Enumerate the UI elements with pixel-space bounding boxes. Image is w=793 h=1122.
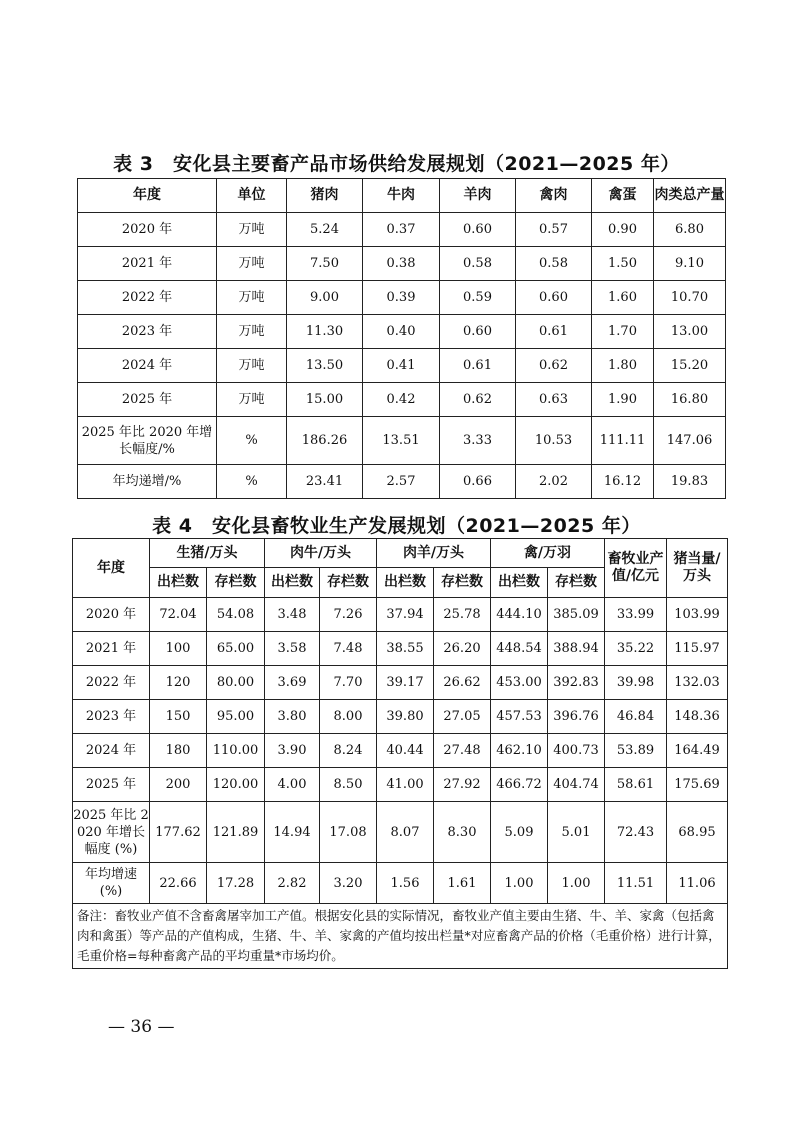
table-cell: 2.82: [265, 863, 320, 904]
column-subheader-stock: 存栏数: [548, 568, 605, 598]
table-cell: 11.51: [605, 863, 667, 904]
column-subheader-out: 出栏数: [491, 568, 548, 598]
row-label: 2024 年: [78, 349, 217, 383]
row-label: 2020 年: [78, 213, 217, 247]
table-cell: 448.54: [491, 632, 548, 666]
table-row: [78, 213, 726, 247]
table-cell: 54.08: [207, 598, 265, 632]
table-cell: 8.07: [377, 802, 434, 863]
column-group-header: 生猪/万头: [150, 539, 265, 568]
table-cell: 2.02: [516, 465, 592, 499]
table-cell: 0.40: [363, 315, 440, 349]
table-cell: 万吨: [217, 213, 287, 247]
table-cell: 72.43: [605, 802, 667, 863]
row-label: 2023 年: [73, 700, 150, 734]
table-cell: 23.41: [287, 465, 363, 499]
table-row: [73, 802, 728, 863]
table-cell: 180: [150, 734, 207, 768]
table-cell: 10.53: [516, 417, 592, 465]
row-label: 年均递增/%: [78, 465, 217, 499]
table-cell: 466.72: [491, 768, 548, 802]
table-cell: 1.56: [377, 863, 434, 904]
table-cell: 385.09: [548, 598, 605, 632]
table-cell: 404.74: [548, 768, 605, 802]
table-cell: 68.95: [667, 802, 728, 863]
row-label: 2025 年: [78, 383, 217, 417]
column-header: 禽肉: [516, 179, 592, 213]
table-cell: 15.00: [287, 383, 363, 417]
table3-title: 表 3 安化县主要畜产品市场供给发展规划（2021—2025 年）: [113, 153, 680, 175]
table-cell: 8.00: [320, 700, 377, 734]
table-cell: 9.00: [287, 281, 363, 315]
table-cell: 3.48: [265, 598, 320, 632]
table-cell: 13.51: [363, 417, 440, 465]
table-cell: 0.37: [363, 213, 440, 247]
table-cell: 7.26: [320, 598, 377, 632]
column-header: 单位: [217, 179, 287, 213]
table-cell: 11.06: [667, 863, 728, 904]
supply-plan-table: [77, 178, 726, 499]
table-cell: 164.49: [667, 734, 728, 768]
table-cell: 462.10: [491, 734, 548, 768]
table-cell: 148.36: [667, 700, 728, 734]
table-cell: 22.66: [150, 863, 207, 904]
row-label: 年均增速 (%): [73, 863, 150, 904]
table-cell: 444.10: [491, 598, 548, 632]
table-cell: 39.98: [605, 666, 667, 700]
table-cell: 41.00: [377, 768, 434, 802]
table-cell: 46.84: [605, 700, 667, 734]
table-cell: 0.90: [592, 213, 654, 247]
table-cell: 0.59: [440, 281, 516, 315]
table-cell: 14.94: [265, 802, 320, 863]
table-cell: 0.41: [363, 349, 440, 383]
table-row: [78, 417, 726, 465]
row-label: 2021 年: [78, 247, 217, 281]
table-cell: 10.70: [654, 281, 726, 315]
column-subheader-out: 出栏数: [265, 568, 320, 598]
table-cell: 万吨: [217, 383, 287, 417]
table-cell: 4.00: [265, 768, 320, 802]
table-row: [78, 465, 726, 499]
table-cell: 115.97: [667, 632, 728, 666]
column-header: 年度: [78, 179, 217, 213]
table-cell: 25.78: [434, 598, 491, 632]
table4-title: 表 4 安化县畜牧业生产发展规划（2021—2025 年）: [152, 515, 641, 537]
table-row: [73, 700, 728, 734]
table-cell: 0.63: [516, 383, 592, 417]
column-header-year: 年度: [73, 539, 150, 598]
table-cell: 1.00: [548, 863, 605, 904]
table-cell: 27.92: [434, 768, 491, 802]
table-cell: 19.83: [654, 465, 726, 499]
table-cell: 13.50: [287, 349, 363, 383]
table-cell: 40.44: [377, 734, 434, 768]
table-cell: 16.12: [592, 465, 654, 499]
table-cell: 1.90: [592, 383, 654, 417]
table-cell: 388.94: [548, 632, 605, 666]
table-cell: 33.99: [605, 598, 667, 632]
table-cell: 121.89: [207, 802, 265, 863]
table-cell: 35.22: [605, 632, 667, 666]
table-cell: 16.80: [654, 383, 726, 417]
table-cell: 65.00: [207, 632, 265, 666]
table-cell: 万吨: [217, 281, 287, 315]
table-cell: 7.70: [320, 666, 377, 700]
table-cell: 0.39: [363, 281, 440, 315]
table-row: [73, 768, 728, 802]
table-cell: 5.09: [491, 802, 548, 863]
table-cell: 5.01: [548, 802, 605, 863]
table-cell: 27.48: [434, 734, 491, 768]
table-cell: 0.58: [440, 247, 516, 281]
table-cell: 9.10: [654, 247, 726, 281]
table-cell: 1.80: [592, 349, 654, 383]
table-cell: 1.61: [434, 863, 491, 904]
table-cell: 0.38: [363, 247, 440, 281]
table-cell: 8.30: [434, 802, 491, 863]
table-cell: 177.62: [150, 802, 207, 863]
table-header-row: [78, 179, 726, 213]
table-cell: 7.48: [320, 632, 377, 666]
table-cell: 1.60: [592, 281, 654, 315]
table-cell: 13.00: [654, 315, 726, 349]
table-cell: 万吨: [217, 315, 287, 349]
column-header: 禽蛋: [592, 179, 654, 213]
table-cell: 6.80: [654, 213, 726, 247]
table-cell: 95.00: [207, 700, 265, 734]
table-cell: 457.53: [491, 700, 548, 734]
row-label: 2022 年: [78, 281, 217, 315]
table-cell: 396.76: [548, 700, 605, 734]
table-cell: 1.70: [592, 315, 654, 349]
table-row: [78, 281, 726, 315]
table-cell: 120.00: [207, 768, 265, 802]
table-cell: 37.94: [377, 598, 434, 632]
column-header-value: 畜牧业产值/亿元: [605, 539, 667, 598]
column-subheader-stock: 存栏数: [207, 568, 265, 598]
table-cell: %: [217, 465, 287, 499]
table-cell: 0.61: [440, 349, 516, 383]
row-label: 2022 年: [73, 666, 150, 700]
table-cell: 7.50: [287, 247, 363, 281]
column-subheader-stock: 存栏数: [320, 568, 377, 598]
table-cell: 1.50: [592, 247, 654, 281]
table-cell: 132.03: [667, 666, 728, 700]
page-number: — 36 —: [108, 1017, 175, 1037]
table-cell: 26.62: [434, 666, 491, 700]
table-row: [73, 863, 728, 904]
table-cell: 3.20: [320, 863, 377, 904]
column-header: 猪肉: [287, 179, 363, 213]
table-note: 备注：畜牧业产值不含畜禽屠宰加工产值。根据安化县的实际情况，畜牧业产值主要由生猪、牛、羊、家禽（包括禽肉和禽蛋）等产品的产值构成，生猪、牛、羊、家禽的产值均按出栏量*对应畜禽产品的价格（毛重价格）进行计算，毛重价格=每种畜禽产品的平均重量*市场均价。: [73, 904, 728, 969]
table-cell: 8.50: [320, 768, 377, 802]
table-cell: 392.83: [548, 666, 605, 700]
table-row: [73, 734, 728, 768]
table-cell: 72.04: [150, 598, 207, 632]
table-cell: 53.89: [605, 734, 667, 768]
table-cell: %: [217, 417, 287, 465]
table-cell: 2.57: [363, 465, 440, 499]
table-cell: 26.20: [434, 632, 491, 666]
table-row: [78, 349, 726, 383]
table-cell: 0.66: [440, 465, 516, 499]
table-cell: 5.24: [287, 213, 363, 247]
table-cell: 8.24: [320, 734, 377, 768]
row-label: 2025 年比 2020 年增长幅度/%: [78, 417, 217, 465]
column-header: 肉类总产量: [654, 179, 726, 213]
table-cell: 3.69: [265, 666, 320, 700]
column-subheader-stock: 存栏数: [434, 568, 491, 598]
column-header-pig-equivalent: 猪当量/万头: [667, 539, 728, 598]
table-row: [73, 632, 728, 666]
table-cell: 103.99: [667, 598, 728, 632]
table-cell: 200: [150, 768, 207, 802]
table-cell: 147.06: [654, 417, 726, 465]
table-cell: 120: [150, 666, 207, 700]
table-cell: 0.57: [516, 213, 592, 247]
table-cell: 175.69: [667, 768, 728, 802]
table-cell: 万吨: [217, 247, 287, 281]
column-header: 羊肉: [440, 179, 516, 213]
table-cell: 150: [150, 700, 207, 734]
table-cell: 17.28: [207, 863, 265, 904]
table-row: [78, 247, 726, 281]
table-row: [73, 598, 728, 632]
table-cell: 万吨: [217, 349, 287, 383]
table-cell: 100: [150, 632, 207, 666]
table-row: [78, 315, 726, 349]
table-cell: 0.62: [440, 383, 516, 417]
table-cell: 1.00: [491, 863, 548, 904]
table-cell: 3.80: [265, 700, 320, 734]
table-row: [73, 666, 728, 700]
table-cell: 58.61: [605, 768, 667, 802]
column-group-header: 肉牛/万头: [265, 539, 377, 568]
row-label: 2021 年: [73, 632, 150, 666]
table-cell: 110.00: [207, 734, 265, 768]
table-cell: 453.00: [491, 666, 548, 700]
row-label: 2025 年比 2020 年增长幅度 (%): [73, 802, 150, 863]
table-cell: 0.61: [516, 315, 592, 349]
table-cell: 15.20: [654, 349, 726, 383]
column-subheader-out: 出栏数: [377, 568, 434, 598]
table-cell: 0.62: [516, 349, 592, 383]
table-cell: 27.05: [434, 700, 491, 734]
row-label: 2024 年: [73, 734, 150, 768]
table-cell: 39.80: [377, 700, 434, 734]
column-group-header: 肉羊/万头: [377, 539, 491, 568]
table-cell: 0.60: [516, 281, 592, 315]
production-plan-table: [72, 538, 728, 969]
table-cell: 0.58: [516, 247, 592, 281]
table-cell: 3.58: [265, 632, 320, 666]
table-cell: 39.17: [377, 666, 434, 700]
column-subheader-out: 出栏数: [150, 568, 207, 598]
table-cell: 0.42: [363, 383, 440, 417]
table-row: [78, 383, 726, 417]
row-label: 2020 年: [73, 598, 150, 632]
column-group-header: 禽/万羽: [491, 539, 605, 568]
table-cell: 3.33: [440, 417, 516, 465]
table-cell: 80.00: [207, 666, 265, 700]
table-cell: 38.55: [377, 632, 434, 666]
table-cell: 111.11: [592, 417, 654, 465]
table-cell: 3.90: [265, 734, 320, 768]
row-label: 2025 年: [73, 768, 150, 802]
table-cell: 0.60: [440, 213, 516, 247]
table-cell: 17.08: [320, 802, 377, 863]
table-cell: 186.26: [287, 417, 363, 465]
table-cell: 11.30: [287, 315, 363, 349]
column-header: 牛肉: [363, 179, 440, 213]
table-cell: 400.73: [548, 734, 605, 768]
table-header-row: [73, 539, 728, 568]
table-cell: 0.60: [440, 315, 516, 349]
note-row: [73, 904, 728, 969]
row-label: 2023 年: [78, 315, 217, 349]
